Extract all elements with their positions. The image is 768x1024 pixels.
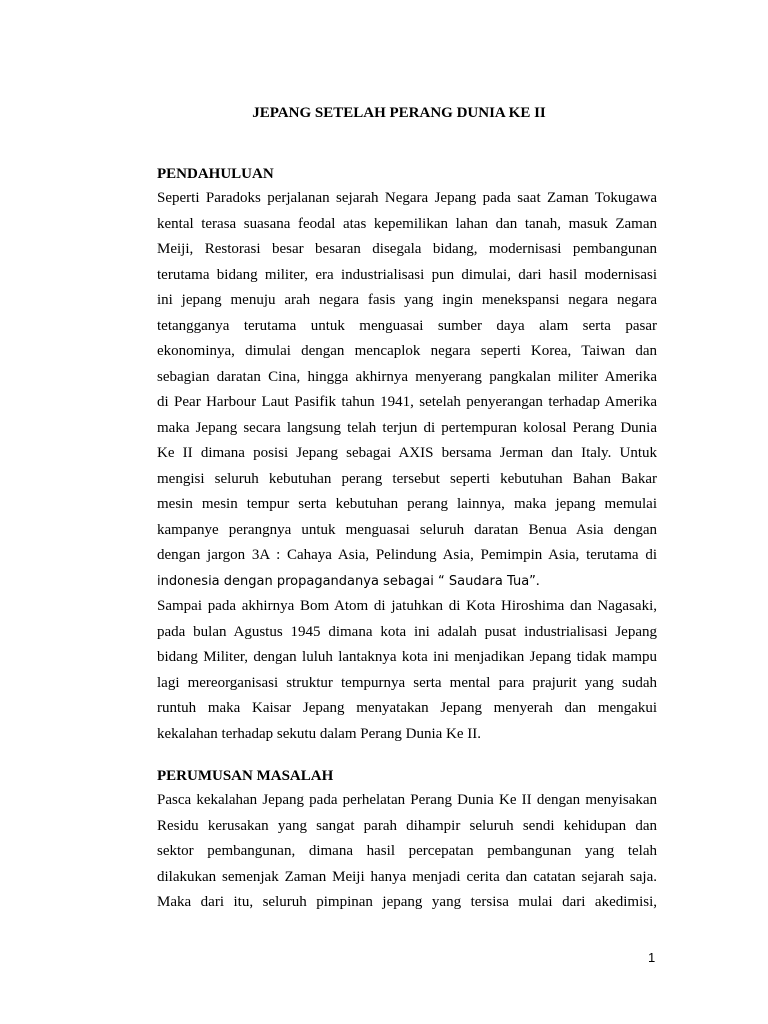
text-line: lagi mereorganisasi struktur tempurnya serta mental para prajurit yang sudah [157, 674, 657, 691]
text-line: ekonominya, dimulai dengan mencaplok negara seperti Korea, Taiwan dan [157, 343, 657, 359]
section-perumusan-masalah [157, 766, 657, 916]
text-line: Sampai pada akhirnya Bom Atom di jatuhkan di Kota Hiroshima dan Nagasaki, [157, 598, 657, 614]
text-line: kekalahan terhadap sekutu dalam Perang Dunia Ke II. [157, 725, 482, 742]
text-line: sebagian daratan Cina, hingga akhirnya menyerang pangkalan militer Amerika [157, 368, 657, 385]
document-title: JEPANG SETELAH PERANG DUNIA KE II [252, 105, 546, 121]
section-heading-pendahuluan: PENDAHULUAN [157, 166, 274, 182]
paragraph-pendahuluan-1 [157, 186, 657, 594]
paragraph-perumusan-1 [157, 788, 657, 916]
text-line: Maka dari itu, seluruh pimpinan jepang yang tersisa mulai dari akedimisi, [157, 894, 657, 910]
section-heading-perumusan-masalah: PERUMUSAN MASALAH [157, 768, 334, 784]
text-line: sektor pembangunan, dimana hasil percepatan pembangunan yang telah [157, 843, 657, 859]
text-line: kampanye perangnya untuk menguasai seluruh daratan Benua Asia dengan [157, 521, 657, 538]
text-line: bidang Militer, dengan luluh lantaknya kota ini menjadikan Jepang tidak mampu [157, 649, 657, 665]
text-line: kental terasa suasana feodal atas kepemilikan lahan dan tanah, masuk Zaman [157, 215, 657, 232]
text-run: . [535, 572, 540, 589]
text-line: Ke II dimana posisi Jepang sebagai AXIS bersama Jerman dan Italy. Untuk [157, 445, 657, 461]
text-line: pada bulan Agustus 1945 dimana kota ini adalah pusat industrialisasi Jepang [157, 623, 657, 640]
text-line: tetangganya terutama untuk menguasai sumber daya alam serta pasar [157, 317, 657, 334]
text-line: ini jepang menuju arah negara fasis yang ingin menekspansi negara negara [157, 292, 657, 308]
text-line: dilakukan semenjak Zaman Meiji hanya menjadi cerita dan catatan sejarah saja. [157, 868, 657, 885]
paragraph-pendahuluan-2 [157, 594, 657, 747]
text-line: Residu kerusakan yang sangat parah dihampir seluruh sendi kehidupan dan [157, 817, 657, 834]
text-line: Pasca kekalahan Jepang pada perhelatan Perang Dunia Ke II dengan menyisakan [157, 792, 657, 808]
text-line [157, 569, 657, 595]
text-line: di Pear Harbour Laut Pasifik tahun 1941, setelah penyerangan terhadap Amerika [157, 394, 657, 410]
text-line: terutama bidang militer, era industrialisasi pun dimulai, dari hasil modernisasi [157, 266, 657, 283]
section-pendahuluan [157, 164, 657, 747]
text-line: mengisi seluruh kebutuhan perang tersebut seperti kebutuhan Bahan Bakar [157, 470, 657, 487]
text-line: mesin mesin tempur serta kebutuhan perang lainnya, maka jepang memulai [157, 496, 657, 512]
text-line: Seperti Paradoks perjalanan sejarah Negara Jepang pada saat Zaman Tokugawa [157, 190, 657, 206]
page-number: 1 [648, 950, 656, 965]
sans-text-run: indonesia dengan propagandanya sebagai “ Saudara Tua” [157, 573, 536, 589]
text-line: maka Jepang secara langsung telah terjun di pertempuran kolosal Perang Dunia [157, 419, 657, 436]
text-line: runtuh maka Kaisar Jepang menyatakan Jepang menyerah dan mengakui [157, 700, 657, 716]
text-line: Meiji, Restorasi besar besaran disegala bidang, modernisasi pembangunan [157, 241, 657, 257]
text-line: dengan jargon 3A : Cahaya Asia, Pelindung Asia, Pemimpin Asia, terutama di [157, 547, 657, 563]
